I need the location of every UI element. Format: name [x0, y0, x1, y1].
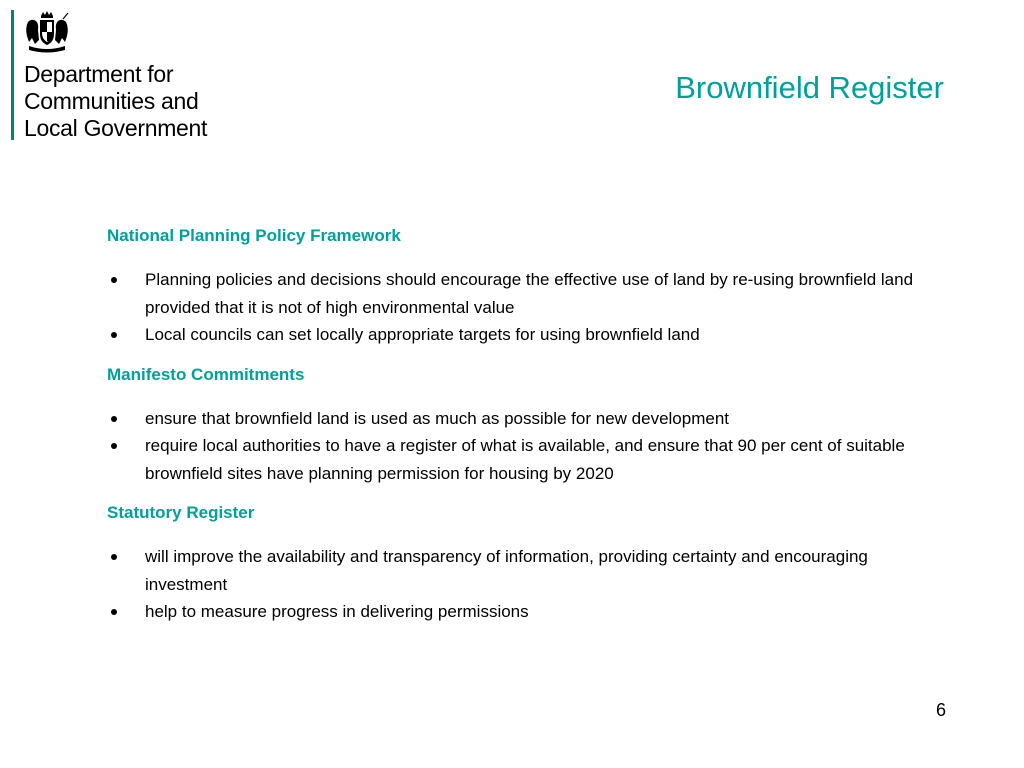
section-heading: Manifesto Commitments: [107, 364, 305, 384]
bullet-list: [107, 405, 947, 488]
slide-title: Brownfield Register: [675, 70, 944, 105]
slide-content: [107, 224, 947, 640]
bullet-text: will improve the availability and transparency of information, providing certainty and encouraging investment: [145, 547, 868, 594]
list-item: [107, 266, 947, 321]
list-item: [107, 405, 947, 433]
logo-line-1: Department for: [24, 61, 174, 87]
bullet-text: Local councils can set locally appropriate targets for using brownfield land: [145, 325, 700, 344]
royal-coat-of-arms-icon: [23, 10, 71, 54]
section-statutory-register: [107, 501, 947, 626]
bullet-icon: [111, 277, 117, 283]
bullet-icon: [111, 554, 117, 560]
page-number: 6: [935, 700, 946, 720]
bullet-text: Planning policies and decisions should encourage the effective use of land by re-using brownfield land provided that it is not of high environmental value: [145, 270, 914, 317]
list-item: [107, 598, 947, 626]
list-item: [107, 543, 947, 598]
bullet-text: require local authorities to have a register of what is available, and ensure that 90 per cent of suitable brownfield sites have planning permission for housing by 2020: [145, 436, 905, 483]
section-nppf: [107, 224, 947, 349]
section-heading: Statutory Register: [107, 503, 255, 522]
bullet-icon: [111, 609, 117, 615]
department-name: [24, 61, 207, 142]
dclg-logo: [11, 10, 251, 140]
bullet-text: help to measure progress in delivering permissions: [145, 602, 529, 621]
logo-line-3: Local Government: [24, 115, 208, 141]
bullet-list: [107, 543, 947, 626]
bullet-icon: [111, 332, 117, 338]
logo-line-2: Communities and: [24, 88, 199, 114]
bullet-list: [107, 266, 947, 349]
section-manifesto: [107, 363, 947, 488]
list-item: [107, 321, 947, 349]
bullet-icon: [111, 416, 117, 422]
bullet-text: ensure that brownfield land is used as much as possible for new development: [145, 408, 730, 428]
list-item: [107, 432, 947, 487]
logo-accent-bar: [11, 10, 14, 140]
bullet-icon: [111, 443, 117, 449]
section-heading: National Planning Policy Framework: [107, 226, 401, 245]
